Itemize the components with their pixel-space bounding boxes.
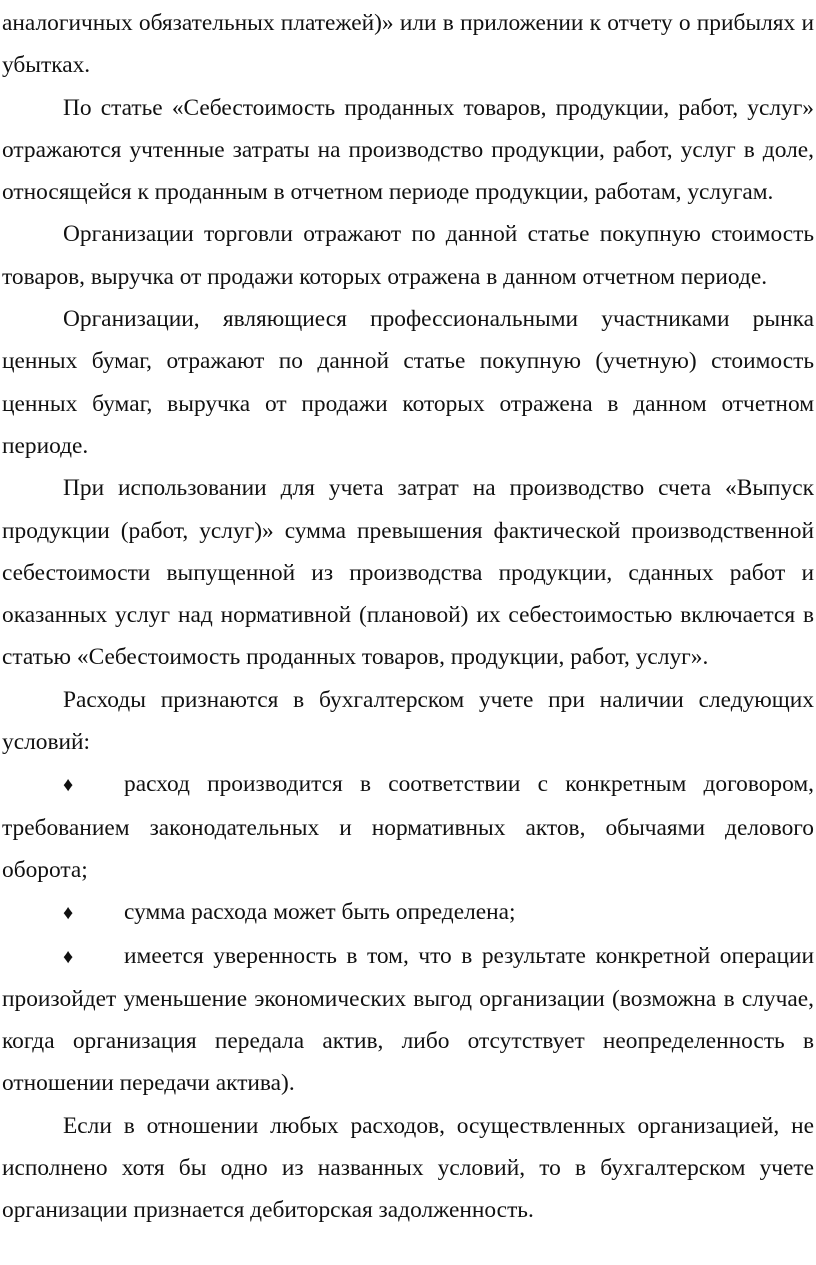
list-item-text: расход производится в соответствии с конкретным договором, требованием законодательных и нормативных актов, обычаями делового оборота; (2, 771, 814, 883)
list-item (2, 891, 814, 934)
paragraph-production-accounts: При использовании для учета затрат на производство счета «Выпуск продукции (работ, услуг)» сумма превышения фактической производственной себестоимости выпущенной из производства продукции, сданных работ и оказанных услуг над нормативной (плановой) их себестоимостью включается в статью «Себестоимость проданных товаров, продукции, работ, услуг». (2, 475, 814, 671)
paragraph-trade-organizations: Организации торговли отражают по данной статье покупную стоимость товаров, выручка от продажи которых отражена в данном отчетном периоде. (2, 221, 814, 290)
list-item-text: сумма расхода может быть определена; (124, 899, 516, 926)
diamond-bullet-icon: ♦ (63, 902, 74, 925)
paragraph-cost-of-sales: По статье «Себестоимость проданных товаров, продукции, работ, услуг» отражаются учтенные затраты на производство продукции, работ, услуг в доле, относящейся к проданным в отчетном периоде продукции, работам, услугам. (2, 94, 814, 206)
list-item (2, 935, 814, 1105)
paragraph-securities-market: Организации, являющиеся профессиональными участниками рынка ценных бумаг, отражают по данной статье покупную (учетную) стоимость ценных бумаг, выручка от продажи которых отражена в данном отчетном периоде. (2, 306, 814, 459)
diamond-bullet-icon: ♦ (63, 774, 74, 797)
paragraph-expense-conditions-intro: Расходы признаются в бухгалтерском учете при наличии следующих условий: (2, 686, 814, 756)
list-item-text: имеется уверенность в том, что в результате конкретной операции произойдет уменьшение экономических выгод организации (возможна в случае, когда организация передала актив, либо отсутствует неопределенность в отношении передачи актива). (2, 942, 814, 1097)
paragraph-continuation: аналогичных обязательных платежей)» или в приложении к отчету о прибылях и убытках. (2, 10, 814, 79)
paragraph-receivables: Если в отношении любых расходов, осуществленных организацией, не исполнено хотя бы одно из названных условий, то в бухгалтерском учете организации признается дебиторская задолженность. (2, 1112, 814, 1224)
list-item (2, 763, 814, 891)
diamond-bullet-icon: ♦ (63, 945, 74, 968)
conditions-list (2, 763, 814, 1104)
